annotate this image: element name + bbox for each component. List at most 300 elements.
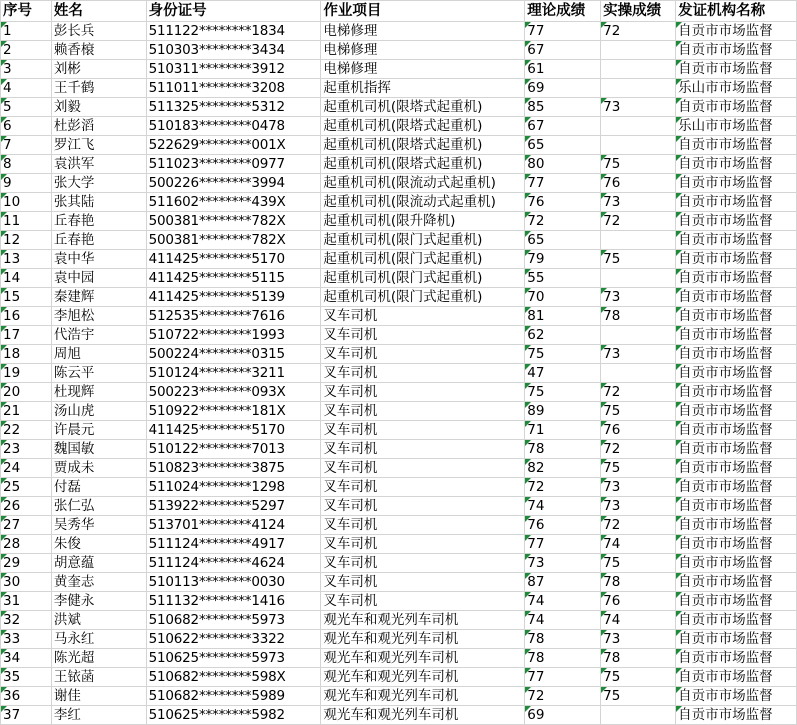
cell-agency[interactable] xyxy=(676,60,797,79)
cell-no[interactable] xyxy=(1,345,52,364)
cell-agency[interactable] xyxy=(676,174,797,193)
cell-no[interactable] xyxy=(1,421,52,440)
cell-id[interactable] xyxy=(146,174,321,193)
cell-no[interactable] xyxy=(1,573,52,592)
cell-item[interactable] xyxy=(321,554,525,573)
cell-id[interactable] xyxy=(146,440,321,459)
cell-id[interactable] xyxy=(146,459,321,478)
cell-name[interactable] xyxy=(51,478,146,497)
cell-name[interactable] xyxy=(51,345,146,364)
cell-name[interactable] xyxy=(51,516,146,535)
cell-theory[interactable] xyxy=(525,250,601,269)
cell-name[interactable] xyxy=(51,383,146,402)
cell-theory[interactable] xyxy=(525,478,601,497)
cell-practice[interactable] xyxy=(601,345,676,364)
cell-name[interactable] xyxy=(51,269,146,288)
cell-id[interactable] xyxy=(146,649,321,668)
cell-practice[interactable] xyxy=(601,269,676,288)
cell-agency[interactable] xyxy=(676,668,797,687)
header-cell-name[interactable]: 姓名 xyxy=(51,1,146,22)
cell-name[interactable] xyxy=(51,79,146,98)
cell-practice[interactable] xyxy=(601,250,676,269)
text-number-marker-icon xyxy=(525,364,531,370)
cell-name[interactable] xyxy=(51,288,146,307)
cell-id[interactable] xyxy=(146,630,321,649)
cell-item-text: 叉车司机 xyxy=(323,384,378,400)
cell-theory-text: 74 xyxy=(527,612,545,628)
cell-theory[interactable] xyxy=(525,155,601,174)
cell-name[interactable] xyxy=(51,706,146,725)
cell-no[interactable] xyxy=(1,231,52,250)
cell-practice-text: 75 xyxy=(603,251,621,267)
cell-id[interactable] xyxy=(146,554,321,573)
cell-theory[interactable] xyxy=(525,193,601,212)
cell-no[interactable] xyxy=(1,60,52,79)
cell-practice-text: 75 xyxy=(603,555,621,571)
cell-item[interactable] xyxy=(321,706,525,725)
text-number-marker-icon xyxy=(601,193,607,199)
cell-item[interactable] xyxy=(321,174,525,193)
cell-theory[interactable] xyxy=(525,497,601,516)
cell-id[interactable] xyxy=(146,611,321,630)
cell-practice[interactable] xyxy=(601,649,676,668)
cell-name[interactable] xyxy=(51,535,146,554)
cell-practice[interactable] xyxy=(601,41,676,60)
cell-agency[interactable] xyxy=(676,136,797,155)
cell-theory[interactable] xyxy=(525,212,601,231)
cell-name[interactable] xyxy=(51,573,146,592)
cell-theory[interactable] xyxy=(525,706,601,725)
cell-theory-text: 69 xyxy=(527,80,545,96)
cell-theory[interactable] xyxy=(525,649,601,668)
header-cell-item[interactable]: 作业项目 xyxy=(321,1,525,22)
cell-item[interactable] xyxy=(321,79,525,98)
cell-no[interactable] xyxy=(1,250,52,269)
cell-name[interactable] xyxy=(51,174,146,193)
cell-agency[interactable] xyxy=(676,41,797,60)
cell-theory[interactable] xyxy=(525,98,601,117)
cell-agency-text: 自贡市市场监督 xyxy=(678,479,773,495)
cell-item[interactable] xyxy=(321,269,525,288)
cell-theory[interactable] xyxy=(525,345,601,364)
cell-item[interactable] xyxy=(321,535,525,554)
cell-id[interactable] xyxy=(146,326,321,345)
cell-no[interactable] xyxy=(1,174,52,193)
cell-id[interactable] xyxy=(146,212,321,231)
cell-practice[interactable] xyxy=(601,554,676,573)
cell-item-text: 叉车司机 xyxy=(323,555,378,571)
cell-agency[interactable] xyxy=(676,155,797,174)
cell-agency[interactable] xyxy=(676,630,797,649)
cell-agency[interactable] xyxy=(676,364,797,383)
cell-id[interactable] xyxy=(146,535,321,554)
cell-practice[interactable] xyxy=(601,174,676,193)
cell-name[interactable] xyxy=(51,364,146,383)
cell-agency[interactable] xyxy=(676,516,797,535)
cell-no[interactable] xyxy=(1,307,52,326)
cell-no[interactable] xyxy=(1,554,52,573)
cell-no[interactable] xyxy=(1,611,52,630)
cell-agency[interactable] xyxy=(676,421,797,440)
cell-no[interactable] xyxy=(1,193,52,212)
cell-practice[interactable] xyxy=(601,611,676,630)
cell-theory[interactable] xyxy=(525,592,601,611)
cell-theory[interactable] xyxy=(525,364,601,383)
cell-agency[interactable] xyxy=(676,440,797,459)
cell-item[interactable] xyxy=(321,345,525,364)
cell-no[interactable] xyxy=(1,364,52,383)
cell-name[interactable] xyxy=(51,326,146,345)
cell-no[interactable] xyxy=(1,117,52,136)
cell-id[interactable] xyxy=(146,478,321,497)
cell-agency[interactable] xyxy=(676,592,797,611)
cell-name[interactable] xyxy=(51,22,146,41)
cell-agency[interactable] xyxy=(676,535,797,554)
cell-practice[interactable] xyxy=(601,212,676,231)
cell-id[interactable] xyxy=(146,345,321,364)
cell-id[interactable] xyxy=(146,79,321,98)
cell-no[interactable] xyxy=(1,459,52,478)
cell-item[interactable] xyxy=(321,649,525,668)
cell-theory[interactable] xyxy=(525,136,601,155)
cell-agency[interactable] xyxy=(676,269,797,288)
cell-no[interactable] xyxy=(1,98,52,117)
cell-item[interactable] xyxy=(321,573,525,592)
cell-practice[interactable] xyxy=(601,687,676,706)
cell-no[interactable] xyxy=(1,706,52,725)
cell-id[interactable] xyxy=(146,231,321,250)
cell-theory[interactable] xyxy=(525,231,601,250)
cell-agency-text: 自贡市市场监督 xyxy=(678,517,773,533)
cell-agency[interactable] xyxy=(676,706,797,725)
cell-theory-text: 76 xyxy=(527,194,545,210)
cell-theory[interactable] xyxy=(525,22,601,41)
cell-practice[interactable] xyxy=(601,630,676,649)
cell-name[interactable] xyxy=(51,668,146,687)
cell-id[interactable] xyxy=(146,592,321,611)
cell-name[interactable] xyxy=(51,193,146,212)
cell-item[interactable] xyxy=(321,611,525,630)
cell-agency[interactable] xyxy=(676,98,797,117)
cell-item[interactable] xyxy=(321,231,525,250)
cell-id[interactable] xyxy=(146,288,321,307)
cell-practice[interactable] xyxy=(601,383,676,402)
cell-no[interactable] xyxy=(1,668,52,687)
cell-item[interactable] xyxy=(321,592,525,611)
cell-agency[interactable] xyxy=(676,288,797,307)
cell-practice[interactable] xyxy=(601,22,676,41)
cell-theory[interactable] xyxy=(525,687,601,706)
cell-practice[interactable] xyxy=(601,440,676,459)
cell-item[interactable] xyxy=(321,687,525,706)
table-row xyxy=(1,288,797,307)
cell-item[interactable] xyxy=(321,440,525,459)
cell-practice[interactable] xyxy=(601,668,676,687)
text-number-marker-icon xyxy=(601,402,607,408)
text-number-marker-icon xyxy=(676,174,682,180)
cell-item[interactable] xyxy=(321,459,525,478)
cell-no[interactable] xyxy=(1,212,52,231)
cell-theory[interactable] xyxy=(525,174,601,193)
cell-name[interactable] xyxy=(51,60,146,79)
cell-theory[interactable] xyxy=(525,79,601,98)
cell-id[interactable] xyxy=(146,668,321,687)
cell-item[interactable] xyxy=(321,421,525,440)
cell-id[interactable] xyxy=(146,706,321,725)
cell-practice[interactable] xyxy=(601,421,676,440)
cell-name[interactable] xyxy=(51,231,146,250)
cell-practice-text: 72 xyxy=(603,517,621,533)
cell-practice-text: 72 xyxy=(603,23,621,39)
cell-practice[interactable] xyxy=(601,117,676,136)
cell-agency[interactable] xyxy=(676,193,797,212)
cell-item[interactable] xyxy=(321,307,525,326)
cell-practice[interactable] xyxy=(601,155,676,174)
cell-id[interactable] xyxy=(146,421,321,440)
text-number-marker-icon xyxy=(1,250,7,256)
cell-practice[interactable] xyxy=(601,592,676,611)
cell-theory[interactable] xyxy=(525,554,601,573)
cell-agency[interactable] xyxy=(676,345,797,364)
cell-name[interactable] xyxy=(51,459,146,478)
cell-name[interactable] xyxy=(51,421,146,440)
cell-id[interactable] xyxy=(146,364,321,383)
cell-agency[interactable] xyxy=(676,22,797,41)
cell-name[interactable] xyxy=(51,649,146,668)
cell-name[interactable] xyxy=(51,41,146,60)
cell-theory[interactable] xyxy=(525,440,601,459)
cell-agency[interactable] xyxy=(676,212,797,231)
cell-name[interactable] xyxy=(51,687,146,706)
cell-id[interactable] xyxy=(146,41,321,60)
cell-name[interactable] xyxy=(51,440,146,459)
cell-item[interactable] xyxy=(321,250,525,269)
header-cell-id[interactable]: 身份证号 xyxy=(146,1,321,22)
cell-item[interactable] xyxy=(321,117,525,136)
cell-agency[interactable] xyxy=(676,79,797,98)
cell-id[interactable] xyxy=(146,60,321,79)
cell-agency[interactable] xyxy=(676,459,797,478)
cell-id[interactable] xyxy=(146,573,321,592)
cell-theory[interactable] xyxy=(525,307,601,326)
cell-no[interactable] xyxy=(1,478,52,497)
text-number-marker-icon xyxy=(1,193,7,199)
text-number-marker-icon xyxy=(525,155,531,161)
cell-id[interactable] xyxy=(146,383,321,402)
cell-theory[interactable] xyxy=(525,668,601,687)
cell-item[interactable] xyxy=(321,98,525,117)
cell-no[interactable] xyxy=(1,630,52,649)
cell-agency[interactable] xyxy=(676,307,797,326)
cell-practice[interactable] xyxy=(601,364,676,383)
cell-item[interactable] xyxy=(321,22,525,41)
cell-item[interactable] xyxy=(321,326,525,345)
cell-agency[interactable] xyxy=(676,497,797,516)
header-cell-practice[interactable]: 实操成绩 xyxy=(601,1,676,22)
cell-id-text: 510113********0030 xyxy=(148,574,285,590)
cell-theory[interactable] xyxy=(525,630,601,649)
cell-theory[interactable] xyxy=(525,269,601,288)
cell-id-text: 510124********3211 xyxy=(148,365,285,381)
cell-item[interactable] xyxy=(321,497,525,516)
cell-name[interactable] xyxy=(51,554,146,573)
cell-agency[interactable] xyxy=(676,478,797,497)
header-cell-agency[interactable]: 发证机构名称 xyxy=(676,1,797,22)
cell-practice[interactable] xyxy=(601,535,676,554)
cell-id[interactable] xyxy=(146,22,321,41)
cell-agency[interactable] xyxy=(676,687,797,706)
cell-agency[interactable] xyxy=(676,649,797,668)
cell-theory-text: 78 xyxy=(527,650,545,666)
cell-item[interactable] xyxy=(321,41,525,60)
cell-name[interactable] xyxy=(51,592,146,611)
cell-practice[interactable] xyxy=(601,231,676,250)
cell-id-text: 411425********5139 xyxy=(148,289,285,305)
cell-id[interactable] xyxy=(146,193,321,212)
cell-agency[interactable] xyxy=(676,250,797,269)
cell-theory-text: 67 xyxy=(527,118,545,134)
cell-practice[interactable] xyxy=(601,60,676,79)
cell-name[interactable] xyxy=(51,212,146,231)
cell-id[interactable] xyxy=(146,402,321,421)
cell-practice[interactable] xyxy=(601,326,676,345)
cell-theory[interactable] xyxy=(525,60,601,79)
text-number-marker-icon xyxy=(525,326,531,332)
cell-id[interactable] xyxy=(146,136,321,155)
cell-theory[interactable] xyxy=(525,611,601,630)
cell-practice[interactable] xyxy=(601,288,676,307)
cell-name[interactable] xyxy=(51,155,146,174)
cell-id[interactable] xyxy=(146,98,321,117)
cell-id[interactable] xyxy=(146,117,321,136)
cell-no[interactable] xyxy=(1,440,52,459)
header-cell-no[interactable]: 序号 xyxy=(1,1,52,22)
cell-id[interactable] xyxy=(146,269,321,288)
cell-practice[interactable] xyxy=(601,193,676,212)
cell-name[interactable] xyxy=(51,611,146,630)
table-row xyxy=(1,231,797,250)
cell-no[interactable] xyxy=(1,687,52,706)
cell-practice[interactable] xyxy=(601,79,676,98)
cell-theory[interactable] xyxy=(525,459,601,478)
cell-no[interactable] xyxy=(1,22,52,41)
cell-theory[interactable] xyxy=(525,41,601,60)
cell-no[interactable] xyxy=(1,155,52,174)
cell-id[interactable] xyxy=(146,516,321,535)
cell-theory[interactable] xyxy=(525,573,601,592)
cell-agency[interactable] xyxy=(676,573,797,592)
cell-practice[interactable] xyxy=(601,706,676,725)
text-number-marker-icon xyxy=(601,250,607,256)
cell-name[interactable] xyxy=(51,117,146,136)
cell-theory[interactable] xyxy=(525,383,601,402)
table-row xyxy=(1,611,797,630)
cell-name[interactable] xyxy=(51,402,146,421)
cell-no[interactable] xyxy=(1,79,52,98)
cell-agency[interactable] xyxy=(676,231,797,250)
cell-item[interactable] xyxy=(321,402,525,421)
cell-theory[interactable] xyxy=(525,402,601,421)
cell-item[interactable] xyxy=(321,136,525,155)
cell-no[interactable] xyxy=(1,497,52,516)
header-cell-theory[interactable]: 理论成绩 xyxy=(525,1,601,22)
cell-name[interactable] xyxy=(51,307,146,326)
cell-no[interactable] xyxy=(1,535,52,554)
cell-item[interactable] xyxy=(321,155,525,174)
cell-name[interactable] xyxy=(51,136,146,155)
cell-no-text: 32 xyxy=(3,612,21,628)
cell-no[interactable] xyxy=(1,326,52,345)
cell-name-text: 陈云平 xyxy=(53,365,95,381)
cell-no[interactable] xyxy=(1,402,52,421)
cell-no[interactable] xyxy=(1,383,52,402)
cell-item[interactable] xyxy=(321,383,525,402)
cell-id[interactable] xyxy=(146,687,321,706)
cell-item[interactable] xyxy=(321,668,525,687)
cell-theory[interactable] xyxy=(525,326,601,345)
cell-practice[interactable] xyxy=(601,98,676,117)
cell-item[interactable] xyxy=(321,516,525,535)
cell-agency[interactable] xyxy=(676,383,797,402)
cell-no-text: 26 xyxy=(3,498,21,514)
cell-id[interactable] xyxy=(146,250,321,269)
cell-item[interactable] xyxy=(321,478,525,497)
cell-id[interactable] xyxy=(146,155,321,174)
cell-practice[interactable] xyxy=(601,497,676,516)
cell-name[interactable] xyxy=(51,630,146,649)
cell-practice[interactable] xyxy=(601,136,676,155)
cell-item[interactable] xyxy=(321,212,525,231)
cell-no[interactable] xyxy=(1,269,52,288)
cell-agency[interactable] xyxy=(676,402,797,421)
cell-id[interactable] xyxy=(146,307,321,326)
cell-name[interactable] xyxy=(51,250,146,269)
cell-item[interactable] xyxy=(321,193,525,212)
cell-theory[interactable] xyxy=(525,516,601,535)
text-number-marker-icon xyxy=(676,231,682,237)
cell-practice[interactable] xyxy=(601,402,676,421)
cell-agency[interactable] xyxy=(676,611,797,630)
cell-practice[interactable] xyxy=(601,573,676,592)
cell-practice[interactable] xyxy=(601,307,676,326)
cell-practice[interactable] xyxy=(601,459,676,478)
cell-theory[interactable] xyxy=(525,288,601,307)
cell-name[interactable] xyxy=(51,98,146,117)
cell-item[interactable] xyxy=(321,364,525,383)
cell-no[interactable] xyxy=(1,592,52,611)
cell-agency[interactable] xyxy=(676,326,797,345)
cell-agency[interactable] xyxy=(676,554,797,573)
cell-no[interactable] xyxy=(1,41,52,60)
cell-item[interactable] xyxy=(321,60,525,79)
cell-id[interactable] xyxy=(146,497,321,516)
cell-item-text: 起重机司机(限门式起重机) xyxy=(323,232,483,248)
text-number-marker-icon xyxy=(525,231,531,237)
cell-no[interactable] xyxy=(1,516,52,535)
cell-no[interactable] xyxy=(1,136,52,155)
cell-no[interactable] xyxy=(1,288,52,307)
cell-theory[interactable] xyxy=(525,117,601,136)
cell-name[interactable] xyxy=(51,497,146,516)
cell-theory[interactable] xyxy=(525,421,601,440)
cell-item[interactable] xyxy=(321,630,525,649)
cell-agency[interactable] xyxy=(676,117,797,136)
cell-practice[interactable] xyxy=(601,516,676,535)
cell-practice[interactable] xyxy=(601,478,676,497)
cell-item[interactable] xyxy=(321,288,525,307)
cell-no[interactable] xyxy=(1,649,52,668)
cell-theory[interactable] xyxy=(525,535,601,554)
